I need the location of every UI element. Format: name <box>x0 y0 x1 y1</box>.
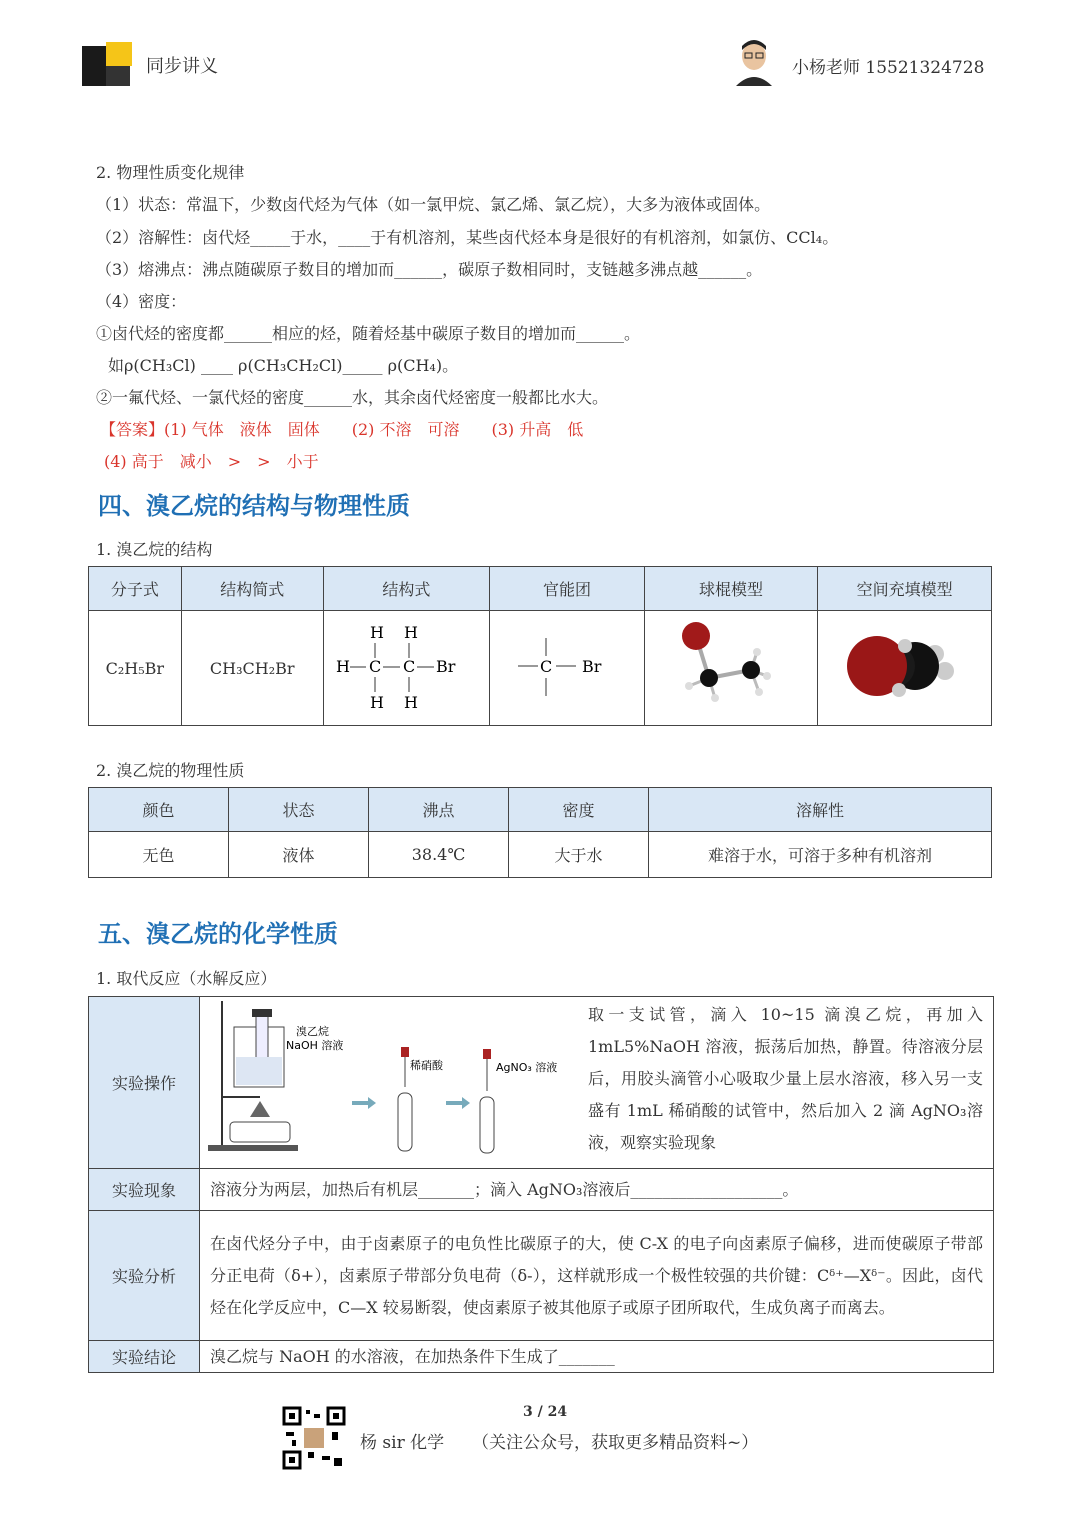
sf-h1: H <box>370 623 385 642</box>
rules-heading: 2. 物理性质变化规律 <box>96 163 245 182</box>
fig-label-bromoethane: 溴乙烷 <box>296 1025 329 1038</box>
ball-stick-model-cell <box>644 611 817 726</box>
functional-group-cell <box>489 611 644 726</box>
space-filling-model-cell <box>818 611 992 726</box>
fg-c: C <box>539 657 553 676</box>
section-5-title: 五、溴乙烷的化学性质 <box>98 920 338 948</box>
th-density: 密度 <box>509 788 649 832</box>
label-operation: 实验操作 <box>89 997 200 1169</box>
footer-note: （关注公众号，获取更多精品资料~） <box>472 1433 759 1453</box>
header-teacher: 小杨老师 15521324728 <box>792 58 985 78</box>
footer-brand: 杨 sir 化学 <box>360 1433 445 1453</box>
answer-line-2: (4) 高于 减小 > > 小于 <box>104 452 319 471</box>
sf-h4: H <box>370 693 385 712</box>
sf-br: Br <box>436 657 456 676</box>
qr-code-icon[interactable] <box>282 1406 346 1470</box>
fig-label-naoh: NaOH 溶液 <box>286 1039 344 1052</box>
structure-table <box>88 566 992 726</box>
rule-state: （1）状态：常温下，少数卤代烃为气体（如一氯甲烷、氯乙烯、氯乙烷），大多为液体或固体。 <box>96 195 771 214</box>
sf-c1: C <box>369 657 382 676</box>
th-solubility: 溶解性 <box>649 788 992 832</box>
experiment-apparatus-figure <box>200 997 578 1165</box>
th-boiling-point: 沸点 <box>369 788 509 832</box>
answer-line-1: 【答案】(1) 气体 液体 固体 (2) 不溶 可溶 (3) 升高 低 <box>100 420 584 439</box>
operation-cell <box>200 997 994 1169</box>
section-4-title: 四、溴乙烷的结构与物理性质 <box>98 492 410 520</box>
rule-density-example: 如ρ(CH₃Cl) ____ ρ(CH₃CH₂Cl)_____ ρ(CH₄)。 <box>108 356 459 375</box>
rule-density: （4）密度： <box>96 292 187 311</box>
operation-text: 取一支试管，滴入 10~15 滴溴乙烷，再加入 1mL5%NaOH 溶液，振荡后加热，静置。待溶液分层后，用胶头滴管小心吸取少量上层水溶液，移入另一支盛有 1mL 稀硝酸的试管中，然后加入 2 滴 AgNO₃溶液，观察实验现象 <box>588 1005 983 1152</box>
sf-h3: H <box>336 657 351 676</box>
structural-formula-cell <box>323 611 489 726</box>
header-title: 同步讲义 <box>146 56 218 77</box>
th-functional-group: 官能团 <box>489 567 644 611</box>
label-analysis: 实验分析 <box>89 1211 200 1341</box>
fig-label-silver-nitrate: AgNO₃ 溶液 <box>496 1061 558 1074</box>
ball-stick-model <box>671 616 791 716</box>
teacher-avatar-icon <box>733 38 775 86</box>
fig-label-nitric-acid: 稀硝酸 <box>410 1059 443 1072</box>
th-ball-stick: 球棍模型 <box>644 567 817 611</box>
th-condensed-formula: 结构简式 <box>181 567 323 611</box>
logo-icon <box>80 40 136 88</box>
structure-subheading: 1. 溴乙烷的结构 <box>96 540 213 559</box>
rule-boiling-point: （3）熔沸点：沸点随碳原子数目的增加而______，碳原子数相同时，支链越多沸点越______。 <box>96 260 763 279</box>
th-structural-formula: 结构式 <box>323 567 489 611</box>
conclusion-text: 溴乙烷与 NaOH 的水溶液，在加热条件下生成了_______ <box>200 1341 994 1373</box>
structural-formula-diagram <box>336 616 476 716</box>
analysis-text: 在卤代烃分子中，由于卤素原子的电负性比碳原子的大，使 C-X 的电子向卤素原子偏移，进而使碳原子带部分正电荷（δ+），卤素原子带部分负电荷（δ-），这样就形成一个极性较强的共价键：Cᵟ⁺—Xᵟ⁻。因此，卤代烃在化学反应中，C—X 较易断裂，使卤素原子被其他原子或原子团所取代，生成负离子而离去。 <box>200 1211 994 1341</box>
physical-subheading: 2. 溴乙烷的物理性质 <box>96 761 245 780</box>
value-solubility: 难溶于水，可溶于多种有机溶剂 <box>649 832 992 878</box>
page-number: 3 / 24 <box>523 1404 568 1420</box>
substitution-subheading: 1. 取代反应（水解反应） <box>96 969 277 988</box>
th-state: 状态 <box>229 788 369 832</box>
rule-solubility: （2）溶解性：卤代烃_____于水，____于有机溶剂，某些卤代烃本身是很好的有机溶剂，如氯仿、CCl₄。 <box>96 228 839 247</box>
phenomenon-text: 溶液分为两层，加热后有机层_______；滴入 AgNO₃溶液后___________________。 <box>200 1169 994 1211</box>
fg-br: Br <box>581 657 602 676</box>
sf-h5: H <box>404 693 419 712</box>
functional-group-diagram <box>512 626 622 706</box>
value-density: 大于水 <box>509 832 649 878</box>
sf-h2: H <box>404 623 419 642</box>
experiment-table <box>88 996 994 1373</box>
condensed-formula: CH₃CH₂Br <box>181 611 323 726</box>
th-space-filling: 空间充填模型 <box>818 567 992 611</box>
th-color: 颜色 <box>89 788 229 832</box>
label-conclusion: 实验结论 <box>89 1341 200 1373</box>
rule-density-1: ①卤代烃的密度都______相应的烃，随着烃基中碳原子数目的增加而______。 <box>96 324 641 343</box>
value-state: 液体 <box>229 832 369 878</box>
rule-density-2: ②一氟代烃、一氯代烃的密度______水，其余卤代烃密度一般都比水大。 <box>96 388 609 407</box>
th-molecular-formula: 分子式 <box>89 567 182 611</box>
sf-c2: C <box>403 657 416 676</box>
value-color: 无色 <box>89 832 229 878</box>
physical-property-table <box>88 787 992 878</box>
space-filling-model <box>835 616 975 716</box>
molecular-formula: C₂H₅Br <box>89 611 182 726</box>
value-boiling-point: 38.4℃ <box>369 832 509 878</box>
label-phenomenon: 实验现象 <box>89 1169 200 1211</box>
